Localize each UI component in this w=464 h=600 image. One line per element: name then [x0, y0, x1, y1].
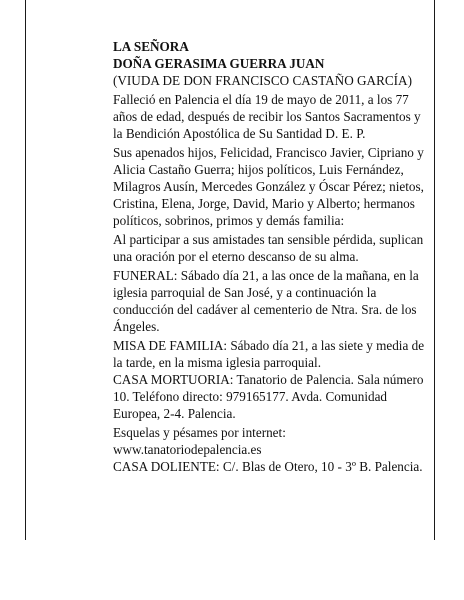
- mortuary-paragraph: CASA MORTUORIA: Tanatorio de Palencia. Sala número 10. Teléfono directo: 979165177. Avda. Comunidad Europea, 2-4. Palencia.: [113, 372, 424, 421]
- internet-label: Esquelas y pésames por internet:: [113, 425, 286, 440]
- request-paragraph: Al participar a sus amistades tan sensible pérdida, suplican una oración por el eterno descanso de su alma.: [113, 232, 424, 264]
- family-paragraph: Sus apenados hijos, Felicidad, Francisco Javier, Cipriano y Alicia Castaño Guerra; hijos políticos, Luis Fernández, Milagros Ausín, Mercedes González y Óscar Pérez; nietos, Cristina, Elena, Jorge, David, Mario y Alberto; hermanos políticos, sobrinos, primos y demás familia:: [113, 145, 424, 228]
- home-paragraph: CASA DOLIENTE: C/. Blas de Otero, 10 - 3º B. Palencia.: [113, 459, 423, 474]
- death-paragraph: Falleció en Palencia el día 19 de mayo de 2011, a los 77 años de edad, después de recibir los Santos Sacramentos y la Bendición Apostólica de Su Santidad D. E. P.: [113, 92, 421, 141]
- family-mass-paragraph: MISA DE FAMILIA: Sábado día 21, a las siete y media de la tarde, en la misma iglesia parroquial.: [113, 338, 425, 370]
- funeral-paragraph: FUNERAL: Sábado día 21, a las once de la mañana, en la iglesia parroquial de San José, y a continuación la conducción del cadáver al cementerio de Ntra. Sra. de los Ángeles.: [113, 268, 419, 334]
- obituary-notice: [113, 38, 425, 475]
- notice-title-line1: LA SEÑORA: [113, 39, 189, 54]
- notice-widow-line: (VIUDA DE DON FRANCISCO CASTAÑO GARCÍA): [113, 73, 412, 88]
- notice-title-name: DOÑA GERASIMA GUERRA JUAN: [113, 56, 325, 71]
- internet-url: www.tanatoriodepalencia.es: [113, 442, 262, 457]
